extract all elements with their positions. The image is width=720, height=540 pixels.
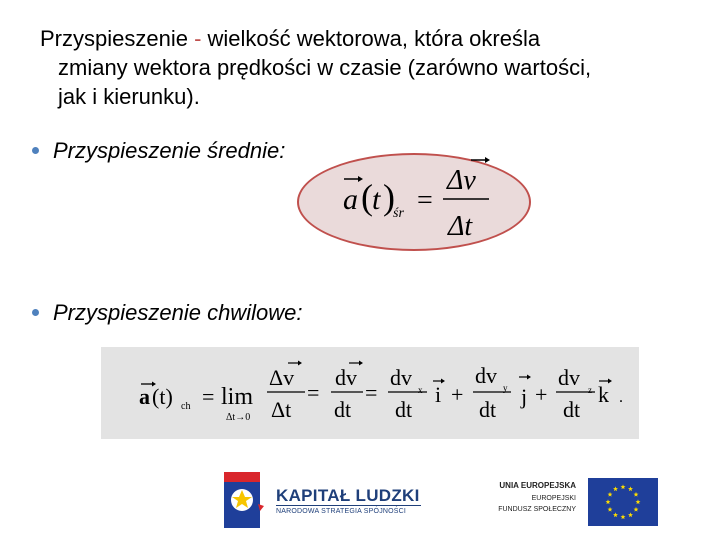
formula-inst-dt-2: dt [479, 397, 497, 422]
formula-inst-subscript: ch [181, 401, 191, 412]
bullet-average-acceleration [32, 138, 285, 164]
formula-avg-equals: = [417, 185, 433, 216]
eu-star-icon [634, 492, 639, 497]
eu-star-icon [636, 499, 641, 504]
kapital-ludzki-logo [218, 470, 428, 530]
kapital-ludzki-divider [276, 505, 421, 506]
eu-line-2: EUROPEJSKI [531, 495, 576, 502]
term-przyspieszenie: Przyspieszenie [40, 26, 188, 51]
kapital-ludzki-emblem-icon [218, 470, 270, 530]
formula-inst-eq-1: = [202, 384, 215, 409]
eu-star-icon [608, 507, 613, 512]
formula-avg-subscript: śr [393, 206, 404, 221]
kapital-ludzki-title: KAPITAŁ LUDZKI [276, 486, 420, 505]
definition-paragraph [40, 24, 700, 111]
definition-line-2: zmiany wektora prędkości w czasie (zarówno wartości, [58, 55, 592, 80]
formula-inst-period: . [619, 389, 623, 406]
formula-avg-rparen: ) [383, 177, 395, 217]
formula-inst-f2-den: dt [334, 397, 352, 422]
formula-inst-plus-1: + [451, 382, 464, 407]
bullet-dot-icon [32, 309, 39, 316]
formula-inst-f2-num: dv [335, 365, 357, 390]
formula-inst-x-sub: x [418, 385, 423, 395]
formula-inst-i: i [435, 382, 442, 407]
eu-stars-icon [588, 478, 658, 526]
definition-line-1: wielkość wektorowa, która określa [207, 26, 541, 51]
instant-acceleration-formula [101, 347, 639, 439]
formula-avg-lparen: ( [361, 177, 373, 217]
vector-arrowhead-i [441, 379, 445, 384]
eu-star-icon [621, 514, 626, 519]
formula-inst-eq-2: = [307, 380, 320, 405]
eu-star-icon [608, 492, 613, 497]
formula-inst-dvx: dv [390, 365, 412, 390]
formula-inst-y-sub: y [503, 383, 508, 393]
eu-star-icon [634, 507, 639, 512]
bullet-label: Przyspieszenie średnie: [53, 138, 286, 163]
formula-inst-a: a [139, 384, 150, 409]
formula-inst-f1-num: Δv [269, 365, 295, 390]
formula-inst-plus-2: + [535, 382, 548, 407]
formula-avg-t: t [372, 183, 381, 216]
formula-inst-j: j [521, 384, 528, 409]
eu-flag-icon [588, 478, 658, 526]
bullet-instant-acceleration [32, 300, 302, 326]
eu-efs-logo [478, 475, 668, 530]
formula-inst-k: k [598, 382, 609, 407]
term-dash: - [187, 26, 208, 51]
formula-inst-t: (t) [152, 384, 173, 409]
eu-star-icon [613, 486, 618, 491]
formula-inst-lim-sub: Δt→0 [226, 412, 251, 423]
bullet-label: Przyspieszenie chwilowe: [53, 300, 303, 325]
eu-star-icon [606, 499, 611, 504]
formula-inst-lim: lim [221, 384, 254, 410]
definition-line-3: jak i kierunku). [58, 84, 200, 109]
eu-star-icon [628, 486, 633, 491]
formula-inst-eq-3: = [365, 380, 378, 405]
formula-avg-denominator: Δt [448, 211, 473, 242]
eu-star-icon [621, 484, 626, 489]
formula-inst-dt-1: dt [395, 397, 413, 422]
vector-arrowhead-v [485, 157, 490, 163]
bullet-dot-icon [32, 147, 39, 154]
formula-inst-dvz: dv [558, 365, 580, 390]
formula-inst-z-sub: z [588, 385, 592, 395]
average-acceleration-formula [297, 153, 527, 247]
formula-avg-a: a [343, 183, 358, 216]
eu-star-icon [628, 512, 633, 517]
kapital-ludzki-subtitle: NARODOWA STRATEGIA SPÓJNOŚCI [276, 508, 407, 515]
eu-line-3: FUNDUSZ SPOŁECZNY [498, 506, 576, 513]
formula-inst-dt-3: dt [563, 397, 581, 422]
vector-arrowhead-j [527, 375, 531, 380]
formula-inst-f1-den: Δt [271, 397, 292, 422]
formula-inst-dvy: dv [475, 363, 497, 388]
formula-avg-numerator: Δv [447, 165, 476, 196]
eu-line-1: UNIA EUROPEJSKA [499, 481, 576, 490]
eu-star-icon [613, 512, 618, 517]
